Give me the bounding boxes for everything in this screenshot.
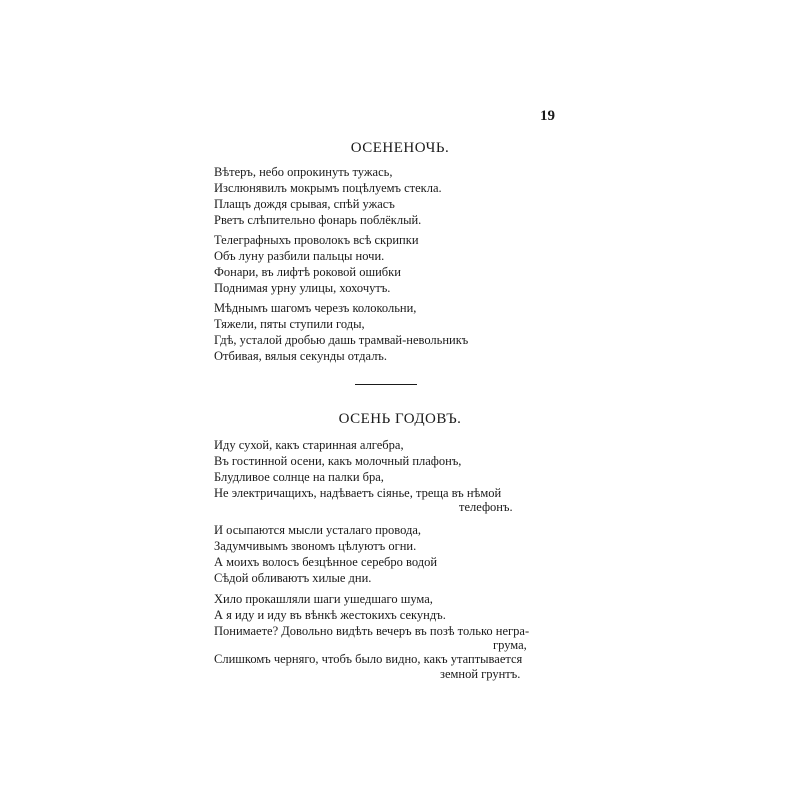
- stanza: [214, 232, 419, 296]
- stanza: [214, 651, 522, 667]
- verse-line: Поднимая урну улицы, хохочутъ.: [214, 281, 391, 295]
- verse-continuation: грума,: [493, 638, 527, 652]
- stanza: [214, 437, 501, 501]
- page-number: 19: [540, 108, 555, 124]
- verse-line: Мѣднымъ шагомъ черезъ колокольни,: [214, 301, 417, 315]
- verse-line: Телеграфныхъ проволокъ всѣ скрипки: [214, 233, 419, 247]
- verse-line: Тяжели, пяты ступили годы,: [214, 317, 365, 331]
- verse-continuation: земной грунтъ.: [440, 667, 521, 681]
- verse-line: А я иду и иду въ вѣнкѣ жестокихъ секундъ.: [214, 608, 446, 622]
- verse-line: Задумчивымъ звономъ цѣлуютъ огни.: [214, 539, 417, 553]
- verse-line: Рветъ слѣпительно фонарь поблёклый.: [214, 213, 422, 227]
- stanza: [214, 522, 437, 586]
- verse-line: Вѣтеръ, небо опрокинуть тужась,: [214, 165, 393, 179]
- verse-line: Слишкомъ черняго, чтобъ было видно, какъ утаптывается: [214, 652, 523, 666]
- stanza: [214, 591, 529, 639]
- verse-line: Блудливое солнце на палки бра,: [214, 470, 384, 484]
- verse-line: Въ гостинной осени, какъ молочный плафонъ,: [214, 454, 462, 468]
- verse-continuation: телефонъ.: [459, 500, 513, 514]
- verse-line: И осыпаются мысли усталаго провода,: [214, 523, 421, 537]
- verse-line: Объ луну разбили пальцы ночи.: [214, 249, 385, 263]
- section-divider: [355, 384, 417, 385]
- verse-line: Фонари, въ лифтѣ роковой ошибки: [214, 265, 401, 279]
- verse-line: А моихъ волосъ безцѣнное серебро водой: [214, 555, 438, 569]
- verse-line: Изслюнявилъ мокрымъ поцѣлуемъ стекла.: [214, 181, 442, 195]
- stanza: [214, 164, 442, 228]
- poem-title: ОСЕНЬ ГОДОВЪ.: [338, 411, 462, 427]
- verse-line: Отбивая, вялыя секунды отдалъ.: [214, 349, 388, 363]
- verse-line: Сѣдой обливаютъ хилые дни.: [214, 571, 372, 585]
- poem-title: ОСЕНЕНОЧЬ.: [350, 140, 450, 156]
- stanza: [214, 300, 468, 364]
- verse-line: Хило прокашляли шаги ушедшаго шума,: [214, 592, 433, 606]
- verse-line: Понимаете? Довольно видѣть вечеръ въ позѣ только негра-: [214, 624, 530, 638]
- verse-line: Гдѣ, усталой дробью дашь трамвай-невольникъ: [214, 333, 469, 347]
- verse-line: Иду сухой, какъ старинная алгебра,: [214, 438, 404, 452]
- verse-line: Не электричащихъ, надѣваетъ сіянье, треща въ нѣмой: [214, 486, 502, 500]
- verse-line: Плащъ дождя срывая, спѣй ужасъ: [214, 197, 395, 211]
